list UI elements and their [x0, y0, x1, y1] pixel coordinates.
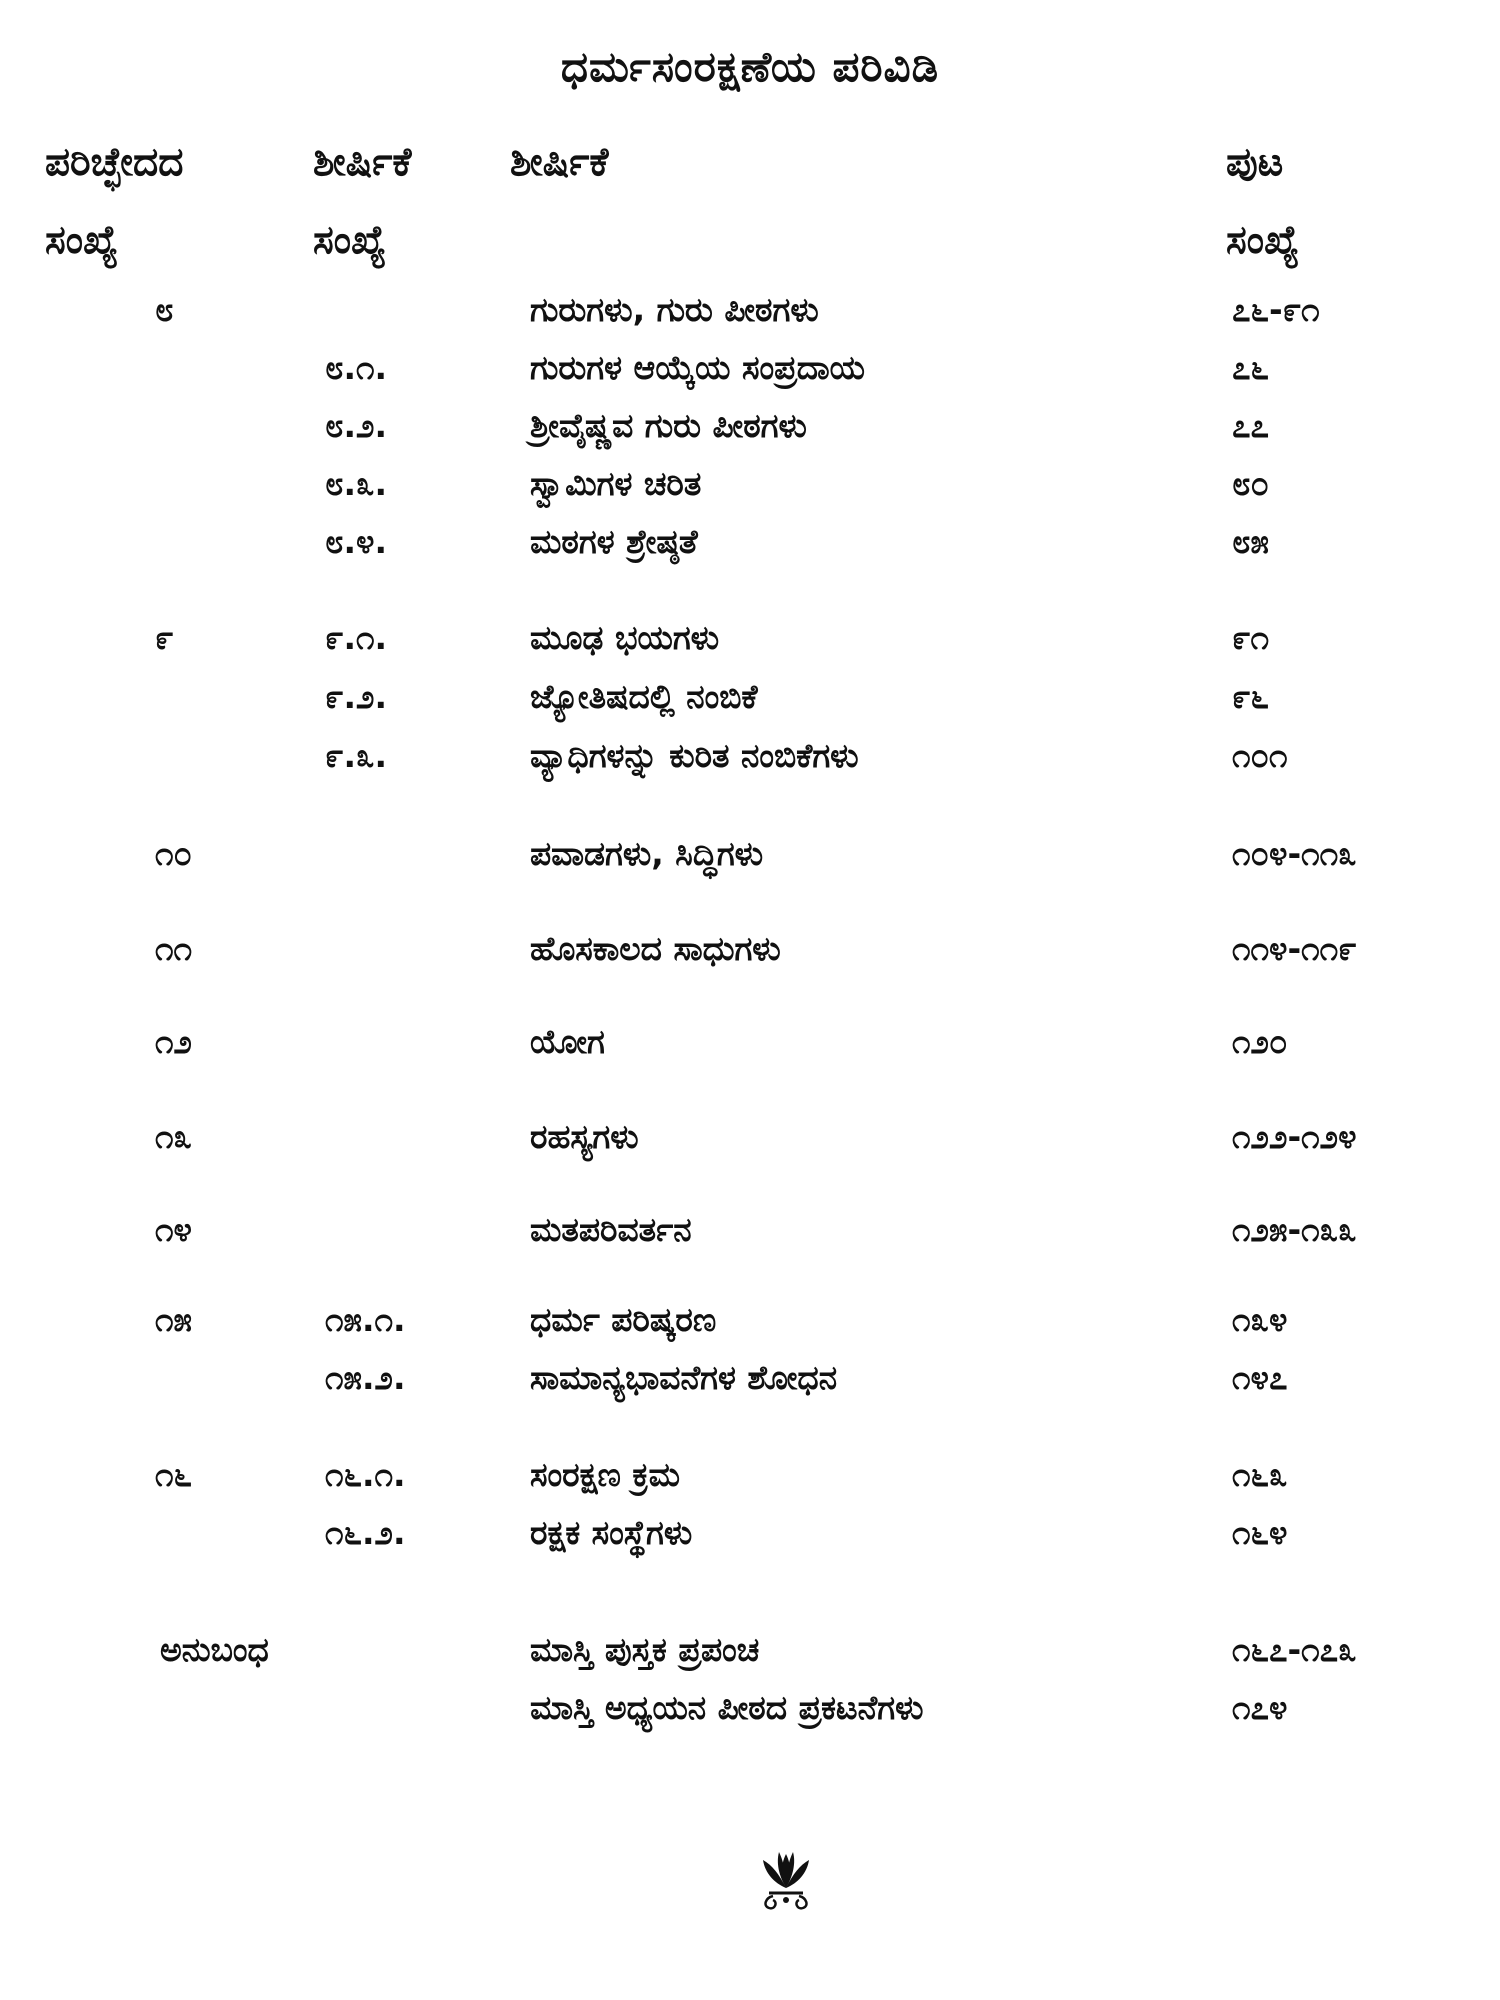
row-page: ೯೬	[1232, 677, 1269, 716]
row-title: ಪವಾಡಗಳು, ಸಿದ್ಧಿಗಳು	[530, 834, 764, 873]
row-page: ೧೨೫-೧೩೩	[1232, 1210, 1357, 1249]
row-title: ಜ್ಯೋತಿಷದಲ್ಲಿ ನಂಬಿಕೆ	[530, 677, 758, 716]
row-title: ಹೊಸಕಾಲದ ಸಾಧುಗಳು	[530, 929, 781, 968]
header-chapter-number-label: ಸಂಖ್ಯೆ	[45, 218, 119, 263]
row-page: ೧೬೩	[1232, 1455, 1288, 1494]
row-title: ಸ್ವಾಮಿಗಳ ಚರಿತ	[530, 464, 702, 503]
flower-ornament-icon	[757, 1850, 815, 1914]
row-chapter: ೧೩	[155, 1117, 192, 1156]
row-title: ಮಠಗಳ ಶ್ರೇಷ್ಠತೆ	[530, 522, 698, 561]
row-number: ೧೫.೧.	[325, 1300, 406, 1339]
row-page: ೭೬	[1232, 348, 1269, 387]
row-page: ೭೬-೯೧	[1232, 290, 1320, 329]
row-number: ೮.೨.	[325, 406, 388, 445]
row-chapter: ೧೫	[155, 1300, 192, 1339]
row-number: ೮.೪.	[325, 522, 388, 561]
row-chapter: ೧೧	[155, 929, 192, 968]
row-page: ೧೭೪	[1232, 1688, 1288, 1727]
row-chapter: ೧೨	[155, 1022, 192, 1061]
row-page: ೭೭	[1232, 406, 1269, 445]
row-page: ೧೩೪	[1232, 1300, 1288, 1339]
row-page: ೧೨೨-೧೨೪	[1232, 1117, 1357, 1156]
row-number: ೮.೧.	[325, 348, 388, 387]
row-number: ೧೬.೨.	[325, 1513, 406, 1552]
row-chapter: ೧೬	[155, 1455, 192, 1494]
header-page-number-label: ಸಂಖ್ಯೆ	[1226, 218, 1300, 263]
row-title: ಮತಪರಿವರ್ತನ	[530, 1210, 692, 1249]
row-title: ಸಂರಕ್ಷಣ ಕ್ರಮ	[530, 1455, 680, 1494]
row-title: ಸಾಮಾನ್ಯಭಾವನೆಗಳ ಶೋಧನ	[530, 1358, 838, 1397]
header-chapter-label: ಪರಿಚ್ಛೇದದ	[45, 140, 184, 185]
row-page: ೧೬೭-೧೭೩	[1232, 1630, 1357, 1669]
row-page: ೮೫	[1232, 522, 1269, 561]
header-heading-no-number-label: ಸಂಖ್ಯೆ	[313, 218, 387, 263]
row-title: ಗುರುಗಳ ಆಯ್ಕೆಯ ಸಂಪ್ರದಾಯ	[530, 348, 866, 387]
row-title: ರಹಸ್ಯಗಳು	[530, 1117, 639, 1156]
row-page: ೧೪೭	[1232, 1358, 1288, 1397]
row-title: ಧರ್ಮ ಪರಿಷ್ಕರಣ	[530, 1300, 717, 1339]
row-page: ೧೨೦	[1232, 1022, 1288, 1061]
page-title: ಧರ್ಮಸಂರಕ್ಷಣೆಯ ಪರಿವಿಡಿ	[560, 42, 940, 91]
row-page: ೯೧	[1232, 618, 1269, 657]
header-heading-no-label: ಶೀರ್ಷಿಕೆ	[313, 140, 412, 185]
row-number: ೧೫.೨.	[325, 1358, 406, 1397]
row-chapter: ೯	[155, 618, 174, 657]
row-title: ಮಾಸ್ತಿ ಅಧ್ಯಯನ ಪೀಠದ ಪ್ರಕಟನೆಗಳು	[530, 1688, 924, 1727]
row-number: ೯.೧.	[325, 618, 388, 657]
row-page: ೧೦೧	[1232, 736, 1288, 775]
row-title: ಯೋಗ	[530, 1022, 605, 1061]
row-number: ೮.೩.	[325, 464, 388, 503]
row-chapter: ೧೪	[155, 1210, 192, 1249]
row-title: ವ್ಯಾಧಿಗಳನ್ನು ಕುರಿತ ನಂಬಿಕೆಗಳು	[530, 736, 859, 775]
row-number: ೯.೨.	[325, 677, 388, 716]
row-chapter: ೧೦	[155, 834, 192, 873]
row-title: ಗುರುಗಳು, ಗುರು ಪೀಠಗಳು	[530, 290, 819, 329]
row-number: ೯.೩.	[325, 736, 388, 775]
row-title: ಶ್ರೀವೈಷ್ಣವ ಗುರು ಪೀಠಗಳು	[530, 406, 807, 445]
row-page: ೧೦೪-೧೧೩	[1232, 834, 1357, 873]
header-page-label: ಪುಟ	[1226, 140, 1284, 185]
row-chapter: ಅನುಬಂಧ	[160, 1630, 269, 1669]
row-page: ೧೬೪	[1232, 1513, 1288, 1552]
row-page: ೧೧೪-೧೧೯	[1232, 929, 1357, 968]
row-title: ಮೂಢ ಭಯಗಳು	[530, 618, 720, 657]
row-chapter: ೮	[155, 290, 174, 329]
row-title: ರಕ್ಷಕ ಸಂಸ್ಥೆಗಳು	[530, 1513, 693, 1552]
row-number: ೧೬.೧.	[325, 1455, 406, 1494]
row-title: ಮಾಸ್ತಿ ಪುಸ್ತಕ ಪ್ರಪಂಚ	[530, 1630, 760, 1669]
row-page: ೮೦	[1232, 464, 1269, 503]
header-heading-label: ಶೀರ್ಷಿಕೆ	[510, 140, 609, 185]
